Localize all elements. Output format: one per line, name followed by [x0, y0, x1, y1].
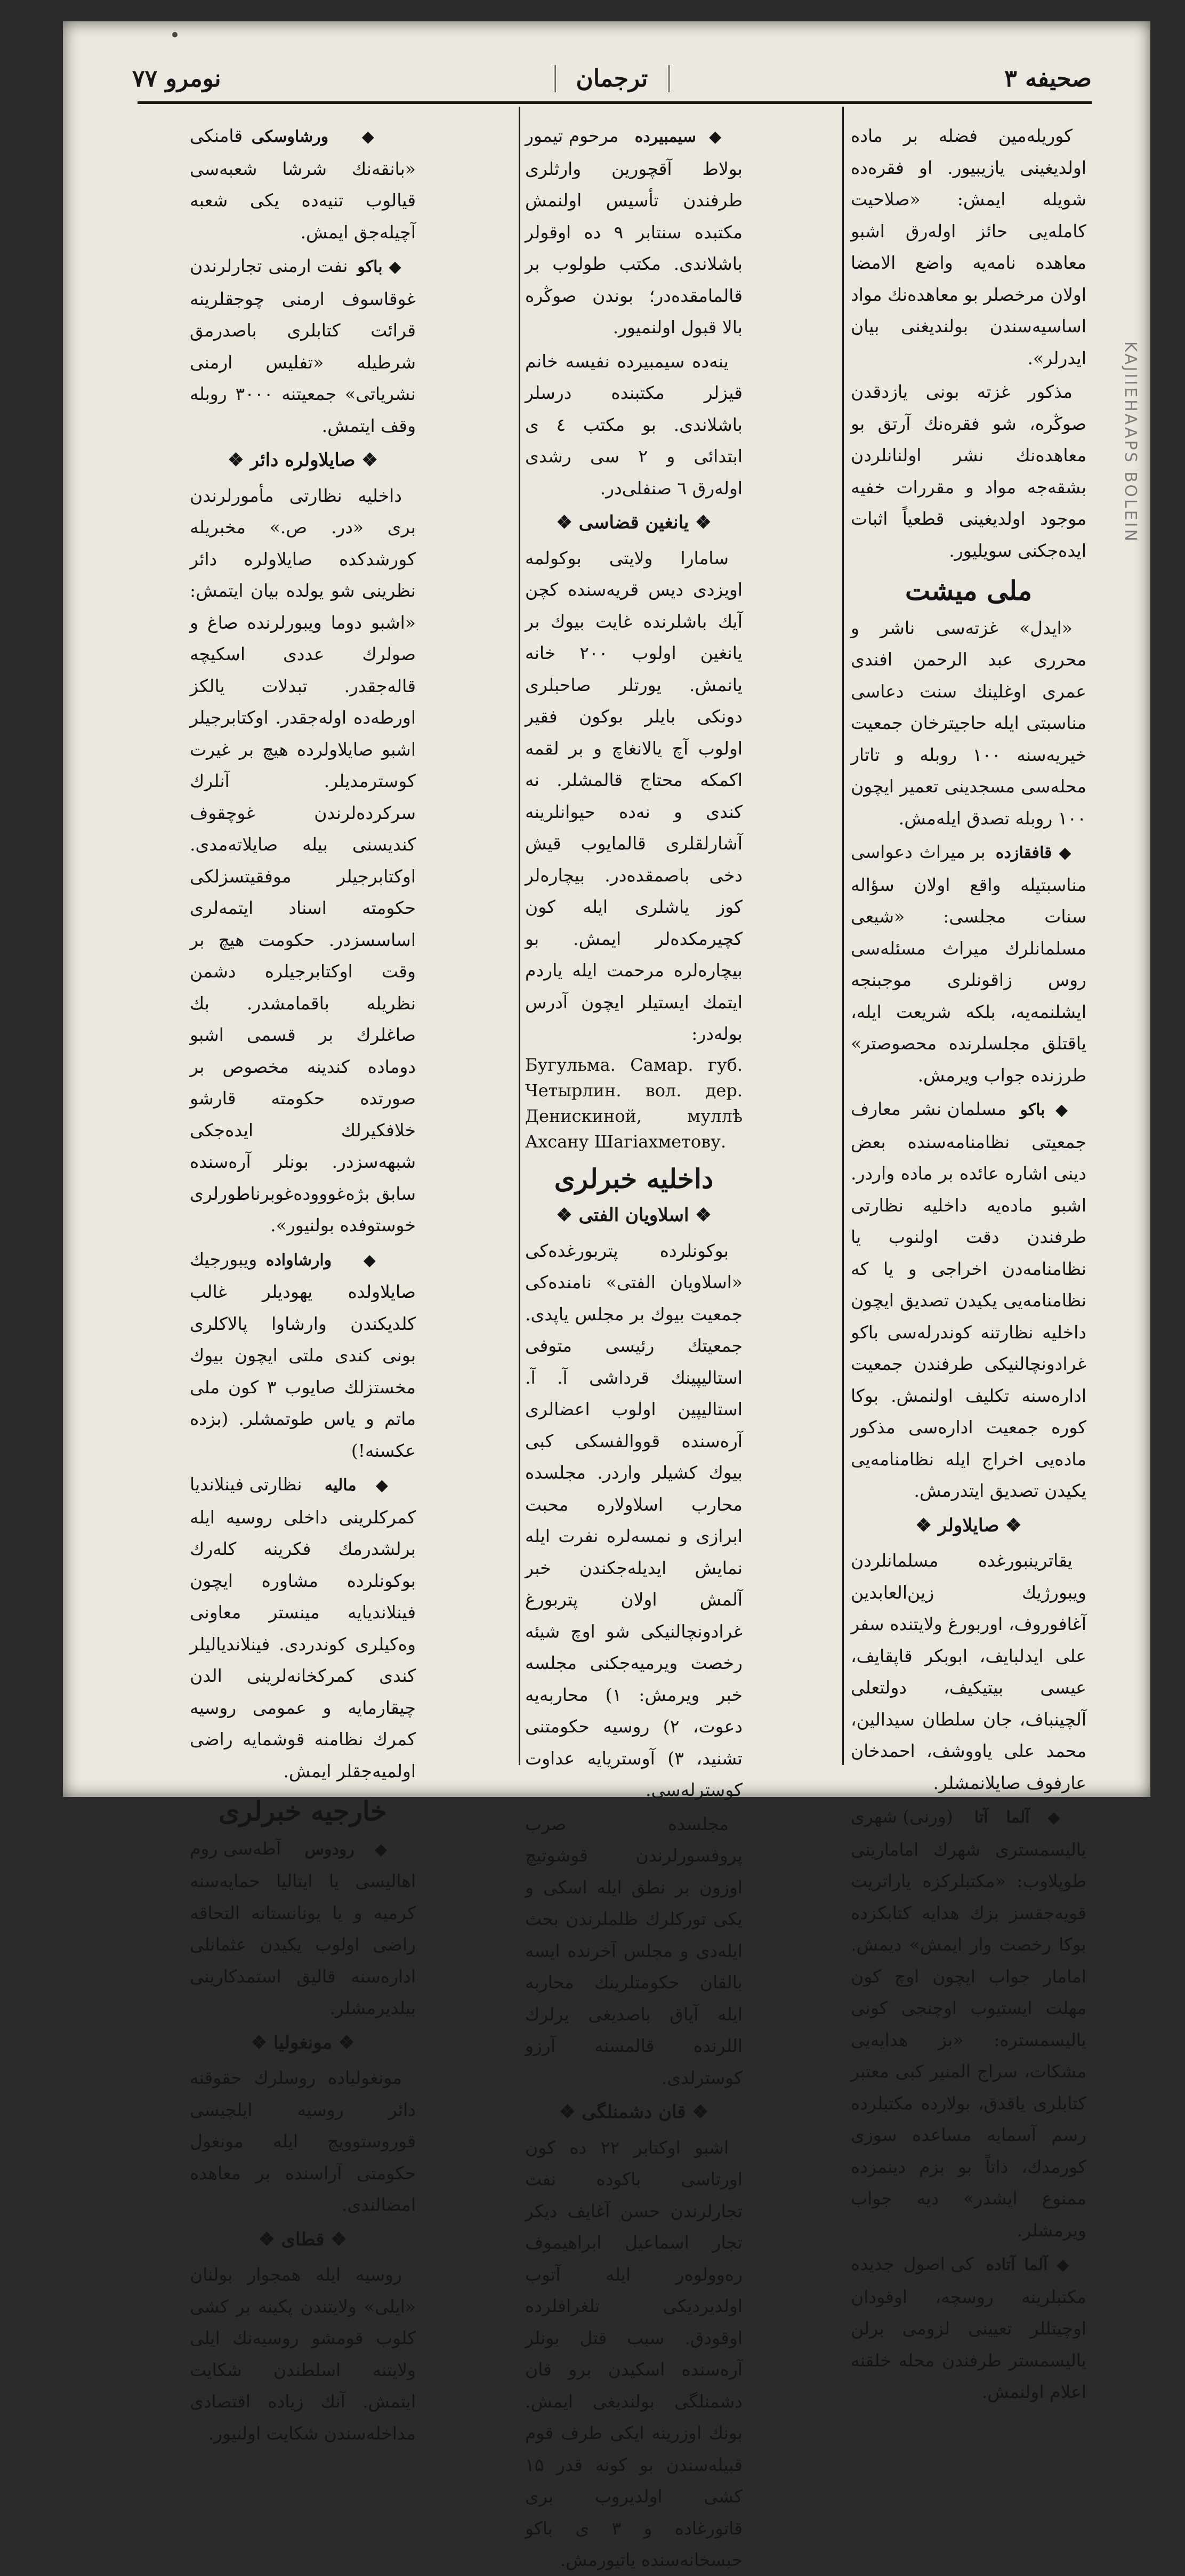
- subheading: [525, 507, 743, 539]
- item-text: قامنکی «بانقەنك شرشا شعبەسی قیالوب تنیەده یکی شعبه آچیلەجق ایمش.: [190, 125, 416, 243]
- item-text: مسلمان نشر معارف جمعیتی نظامنامەسنده بعض دینی اشاره عائده بر ماده واردر. اشبو مادەیه داخلیه نظارتی طرفندن دقت اولنوب یا نظامنامەدن اخراجی و یا که نظامنامەیی یکیدن تصدیق ایچون داخلیه نظارتنه کوندرلەسی باکو غرادونچالنیکی طرفندن جمعیت ادارەسنه تکلیف اولنمش. بوکا کوره جمعیت ادارەسی مذکور مادەیی اخراج ایله نظامنامەیی یکیدن تصدیق ایتدرمش.: [851, 1098, 1086, 1501]
- newspaper-title: [324, 65, 900, 92]
- middle-column: [525, 120, 743, 2570]
- item-lead: ◆ رودوس: [304, 1840, 402, 1859]
- item-lead: ◆ باکو: [357, 258, 402, 276]
- article-paragraph: اشبو اوکتابر ۲۲ ده کون اورتاسی باکوده نفت تجارلرندن حسن آغایف دیکر تجار اسماعیل ابراهیموف رەوولوەر ایله آتوب اولدیردیکی تلغرافلرده اوقودق. سبب قتل بونلر آره‌سنده اسکیدن برو قان دشمنلگی بولندیغی ایمش. بونك اوزرینه ایکی طرف قوم قبیله‌سندن بو کونه قدر ۱۵ کشی اولدیروب بری قاتورغاده و ۳ ی باکو حبسخانەسنده یاتیورمش.: [525, 2137, 743, 2570]
- article-paragraph: بوکونلرده پتربورغده‌کی «اسلاویان الفتی» نامنده‌کی جمعیت بیوك بر مجلس یاپدی. جمعیتك رئیسی متوفی استالیپینك قرداشی آ. آ. استالیپین اولوب اعضالری آرەسنده قووالفسکی کبی بیوك کشیلر واردر. مجلسده محارب اسلاولارە محبت ابرازی و نمسەلرە نفرت ایله نمایش ایدیلەجکندن خبر آلمش اولان پتربورغ غرادونچالنیکی شو اوچ شیئه رخصت ویرمیەجکنی مجلسه خبر ویرمش: ۱) محاربەیه دعوت، ۲) روسیه حکومتنی تشنید، ۳) آوستریایه عداوت کوسترلەسی.: [525, 1240, 743, 1800]
- bleed-through-text: KAJIIEHAAPS BOLEIN: [1121, 341, 1140, 543]
- newspaper-page: [63, 21, 1150, 2570]
- section-heading: ملی میشت: [905, 575, 1032, 606]
- article-paragraph: [851, 1801, 1086, 2246]
- newspaper-title-text: ترجمان: [554, 65, 671, 92]
- page-header: [132, 54, 1092, 102]
- article-paragraph: ینەده سیمبیرده نفیسه خانم قیزلر مکتبنده درسلر باشلاندی. بو مکتب ٤ ی ابتدائی و ۲ سی رشدی اولەرق ٦ صنفلی‌در.: [525, 350, 743, 499]
- column-divider: [842, 107, 844, 1765]
- item-text: نفت ارمنی تجارلرندن غوقاسوف ارمنی چوجقلرینه قرائت کتابلری باصدرمق شرطیله «تفلیس ارمنی نشریاتی» جمعیتنه ۳۰۰۰ روبله وقف ایتمش.: [190, 255, 416, 436]
- subheading: [190, 445, 416, 477]
- item-text: بر میراث دعواسی مناسبتیله واقع اولان سؤاله سنات مجلسی: «شیعی مسلمانلرك میراث مسئلەسی روس زاقونلری موجبنجه ایشلنمه‌یه، بلکه شریعت ایله، یاقتلق مجلسلرنده محصوصتر» طرزنده جواب ویرمش.: [851, 841, 1086, 1086]
- article-paragraph: مجلسده صرب پروفسورلرندن قوشوتیچ اوزون بر نطق ایله اسکی و یکی تورکلرك ظلملرندن بحث ایلەدی و مجلس آخرنده ایسه بالقان حکومتلرینك محاربه ایله آیاق باصدیغی یرلرك اللرنده قالمسنه آرزو کوسترلدی.: [525, 1813, 743, 2088]
- article-paragraph: مذکور غزته بونی یازدقدن صوڭرە، شو فقرەنك آرتق بو معاهدەنك نشر اولنانلردن بشقەجه مواد و مقررات خفیه موجود اولدیغینی قطعیاً اثبات ایدەجکنی سویلیور.: [851, 381, 1086, 561]
- article-paragraph: یقاترینبورغده مسلمانلردن ویبورژیك زین‌العابدین آغافوروف، اوربورغ ولایتنده سفر علی ایدلبایف، ابوبکر قاپقایف، عیسی بیتیکیف، دولتعلی آلچینباف، جان سلطان سیدالین، محمد علی یاووشف، احمدخان عارفوف صایلانمشلر.: [851, 1550, 1086, 1793]
- subheading-text: ❖ قان دشمنلگی ❖: [559, 2101, 708, 2123]
- article-paragraph: [190, 250, 416, 442]
- subheading: [525, 2097, 743, 2129]
- item-lead: ◆ قافقازده: [995, 844, 1073, 862]
- article-paragraph: «ایدل» غزتەسی ناشر و محرری عبد الرحمن افندی عمری اوغلینك سنت دعاسی مناسبتی ایله حاجیترخان جمعیت خیریەسنه ۱۰۰ روبله و تاتار محلەسی مسجدینی تعمیر ایچون ۱۰۰ روبله تصدق ایلەمش.: [851, 617, 1087, 829]
- item-lead: ◆ ورشاوسکی: [251, 127, 402, 146]
- article-paragraph: سامارا ولایتی بوکولمه اویزدی دیس قریەسنده کچن آیك باشلرنده غایت بیوك بر یانغین اولوب ۲۰۰ خانه یانمش. یورتلر صاحبلری دونکی بایلر بوکون فقیر اولوب آچ یالانغاچ و بر لقمه اکمکه محتاج قالمشلر. نه کندی و نه‌ده حیوانلرینه آشارلقلری قالمایوب قیش دخی باصمقده‌در. بیچارەلر کوز یاشلری ایله کون کچیرمکده‌لر ایمش. بو بیچارەلره مرحمت ایله یاردم ایتمك ایستیلر ایچون آدرس بوله‌در:: [525, 547, 743, 1044]
- item-lead: ◆ سیمبیرده: [634, 127, 729, 146]
- article-paragraph: روسیه ایله همجوار بولنان «ایلی» ولایتندن پکینه بر کشی کلوب قومشو روسیەنك ایلی ولایتنه اسلطندن شکایت ایتمش. آنك زیاده اقتصادی مداخلەسندن شکایت اولنیور.: [190, 2264, 416, 2444]
- item-text: (ورنی) شهری یالیسمستری شهرك امامارینی طوپلاوب: «مکتبلرکزه یاراتریت قویەجقسز بزك هدایه کتابکزده بوکا رخصت وار ایمش» دیمش. امامار جواب ایچون اوچ کون مهلت ایستیوب اوچنجی کونی یالیسمستره: «بز هدایەیی مشکات، سراج المنیر کبی معتبر کتابلری یاقدق، بولارده مکتبلرده رسم آسمایه مساعده سوزی کورمدك، ذاتاً بو بزم دینمزده ممنوع ایشدر» دیه جواب ویرمشلر.: [851, 1806, 1086, 2241]
- subheading: [190, 2224, 416, 2256]
- article-paragraph: [190, 1243, 416, 1467]
- article-paragraph: [190, 1468, 416, 1787]
- subheading-text: ❖ قطای ❖: [259, 2229, 347, 2250]
- article-paragraph: [851, 1093, 1086, 1507]
- article-paragraph: [190, 1833, 416, 2024]
- column-divider: [519, 107, 520, 1765]
- article-paragraph: داخلیه نظارتی مأمورلرندن بری «در. ص.» مخبریله کورشدکده صایلاولره دائر نظرینی شو یولده بیان ایتمش: «اشبو دوما ویبورلرنده صاغ و صولرك عددی اسکیچه قالەجقدر. تبدلات یالکز اورطەده اولەجقدر. اوکتابرجیلر اشبو صایلاولرده هیچ بر غیرت کوسترمدیلر. آنلرك سرکردەلرندن غوچقوف کندیسنی بیله صایلاتەمدی. اوکتابرجیلر موفقیتسزلکی حکومته اسناد ایتمەلری اساسسزدر. حکومت هیچ بر وقت اوکتابرجیلره دشمن نظریله باقمامشدر. بك صاغلرك بر قسمی اشبو دوماده کندینه مخصوص بر صورتده حکومته قارشو خلافکیرلك ایدەجکی شبهەسزدر. بونلر آرەسنده سابق بژەغوووده‌غوبرناطورلری خوستوفده بولنیور».: [190, 485, 416, 1235]
- header-rule: [138, 101, 1092, 104]
- item-lead: ◆ باکو: [1020, 1101, 1073, 1119]
- item-text: کی اصول جدیده مکتبلرینه روسچه، اوقودان اوچیتللر تعیینی لزومی برلن یالیسمستر طرفندن محله خلقنه اعلام اولنمش.: [851, 2253, 1086, 2402]
- postal-address: Бугульма. Самар. губ. Четырлин. вол. дер. Денискиной, муллѣ Ахсану Шагіахметову.: [525, 1054, 743, 1152]
- item-lead: ◆ وارشاواده: [265, 1250, 402, 1270]
- subheading: [190, 2027, 416, 2059]
- section-heading: خارجیه خبرلری: [218, 1795, 388, 1827]
- subheading: [851, 1510, 1086, 1542]
- item-lead: ◆ آلما آتاده: [986, 2256, 1073, 2274]
- article-paragraph: [851, 2248, 1086, 2408]
- article-paragraph: مونغولیاده روسلرك حقوقنه دائر روسیه ایلچیسی قوروستوویچ ایله مونغول حکومتی آراسنده بر معاهده امضالندی.: [190, 2067, 416, 2215]
- page-number-label: صحیفه ۳: [1004, 65, 1092, 92]
- left-column: [190, 120, 416, 2444]
- item-text: آطەسی روم اهالیسی یا ایتالیا حمایەسنه کرمیه و یا یونانستانه التحاقه راضی اولوب یکیدن عثمانلی ادارەسنه قالیق استمدکارینی بیلدیرمشلر.: [190, 1837, 416, 2018]
- subheading-text: ❖ صایلاولره دائر ❖: [228, 450, 378, 471]
- subheading-text: ❖ صایلاولر ❖: [915, 1515, 1021, 1536]
- item-lead: ◆ مالیه: [325, 1476, 402, 1495]
- item-lead: ◆ آلما آتا: [974, 1808, 1073, 1827]
- section-heading: داخلیه خبرلری: [554, 1162, 714, 1194]
- item-text: ویبورجیك صایلاولده یهودیلر غالب کلدیکندن وارشاوا پالاکلری بونی کندی ملتی ایچون بیوك مخستزلك صایوب ۳ کون ملی ماتم و یاس طوتمشلر. (بزده عکسنه!): [190, 1248, 416, 1461]
- subheading-text: ❖ مونغولیا ❖: [251, 2032, 355, 2053]
- article-paragraph: [525, 120, 743, 343]
- subheading-text: ❖ یانغین قضاسی ❖: [556, 512, 711, 533]
- item-text: نظارتی فینلاندیا کمرکلرینی داخلی روسیه ایله برلشدرمك فکرینه کلەرك بوکونلرده مشاوره ایچون فینلاندیایه مینستر معاونی وەکیلری کوندردی. فینلاندیالیلر کندی کمرکخانەلرینی الدن چیقارمایه و عمومی روسیه کمرك نظامنه قوشمایه راضی اولمیەجقلر ایمش.: [190, 1474, 416, 1781]
- subheading-text: ❖ اسلاویان الفتی ❖: [556, 1205, 712, 1226]
- article-paragraph: کوریلەمین فضله بر ماده اولدیغینی یازیبیور. او فقرەده شویله ایمش: «صلاحیت کاملەیی حائز اولەرق اشبو معاهده نامەیه واضع الامضا اولان مرخصلر بو معاهدەنك مواد اساسیەسندن بولندیغنی بیان ایدرلر».: [851, 125, 1086, 368]
- right-column: [851, 120, 1087, 2402]
- issue-number-label: نومرو ۷۷: [132, 65, 221, 92]
- subheading: [525, 1200, 743, 1232]
- punch-hole: [172, 32, 178, 37]
- article-paragraph: [851, 836, 1086, 1091]
- article-paragraph: [190, 120, 416, 248]
- item-text: مرحوم تیمور بولاط آقچورین وارثلری طرفندن تأسیس اولنمش مکتبده سنتابر ۹ ده اوقولر باشلاندی. مکتب طولوب بر قالمامقده‌در؛ بوندن صوڭره بالا قبول اولنمیور.: [525, 125, 743, 338]
